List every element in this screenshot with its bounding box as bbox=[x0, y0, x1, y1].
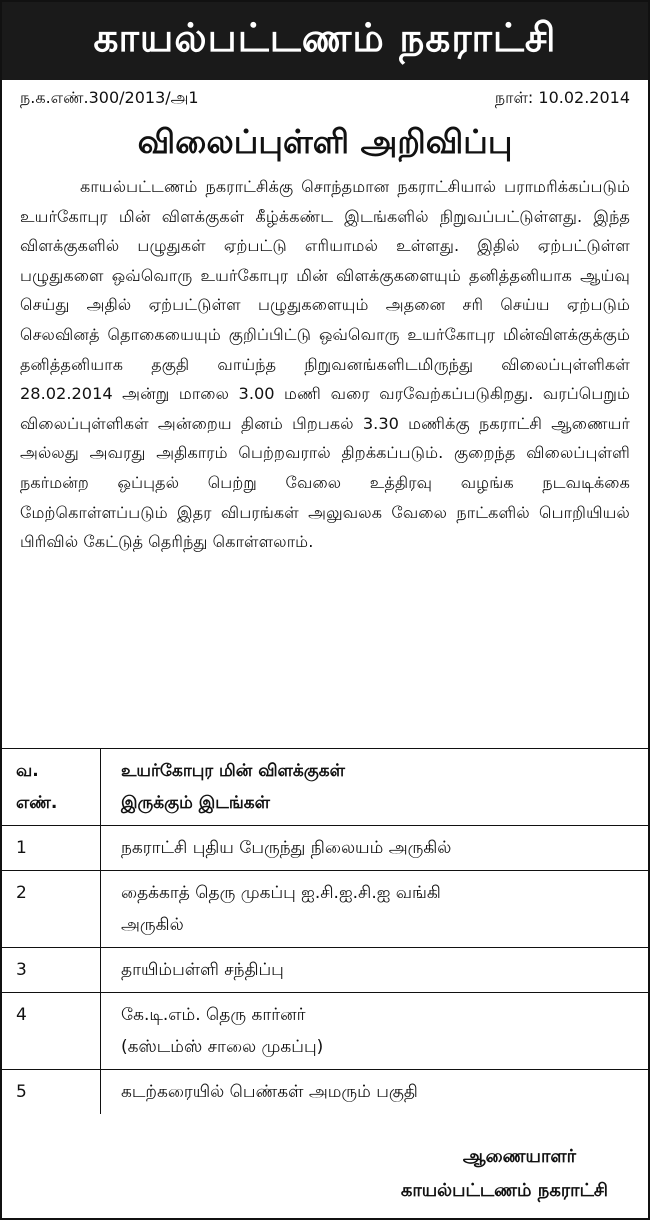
row-location-line1: நகராட்சி புதிய பேருந்து நிலையம் அருகில் bbox=[121, 838, 452, 858]
row-number: 3 bbox=[2, 948, 101, 993]
location-column-header bbox=[101, 749, 649, 826]
row-location bbox=[101, 826, 649, 871]
row-location-line2: (கஸ்டம்ஸ் சாலை முகப்பு) bbox=[121, 1037, 324, 1057]
location-header-line2: இருக்கும் இடங்கள் bbox=[121, 793, 270, 813]
notice-date: நாள்: 10.02.2014 bbox=[494, 87, 630, 107]
row-location-line2: அருகில் bbox=[121, 915, 184, 935]
signatory-organization: காயல்பட்டணம் நகராட்சி bbox=[400, 1180, 608, 1201]
table-row bbox=[2, 826, 648, 871]
row-location bbox=[101, 1070, 649, 1115]
location-header-line1: உயர்கோபுர மின் விளக்குகள் bbox=[121, 761, 345, 781]
serial-header-line2: எண். bbox=[16, 793, 58, 813]
row-location bbox=[101, 948, 649, 993]
masthead: காயல்பட்டணம் நகராட்சி bbox=[2, 2, 648, 80]
notice-body: காயல்பட்டணம் நகராட்சிக்கு சொந்தமான நகராட்சியால் பராமரிக்கப்படும் உயர்கோபுர மின் விளக்குகள் கீழ்க்கண்ட இடங்களில் நிறுவப்பட்டுள்ளது. இந்த விளக்குகளில் பழுதுகள் ஏற்பட்டு எரியாமல் உள்ளது. இதில் ஏற்பட்டுள்ள பழுதுகளை ஒவ்வொரு உயர்கோபுர மின் விளக்குகளையும் தனித்தனியாக ஆய்வு செய்து அதில் ஏற்பட்டுள்ள பழுதுகளையும் அதனை சரி செய்ய ஏற்படும் செலவினத் தொகையையும் குறிப்பிட்டு ஒவ்வொரு உயர்கோபுர மின்விளக்குக்கும் தனித்தனியாக தகுதி வாய்ந்த நிறுவனங்களிடமிருந்து விலைப்புள்ளிகள் 28.02.2014 அன்று மாலை 3.00 மணி வரை வரவேற்கப்படுகிறது. வரப்பெறும் விலைப்புள்ளிகள் அன்றைய தினம் பிறபகல் 3.30 மணிக்கு நகராட்சி ஆணையர் அல்லது அவரது அதிகாரம் பெற்றவரால் திறக்கப்படும். குறைந்த விலைப்புள்ளி நகர்மன்ற ஒப்புதல் பெற்று வேலை உத்திரவு வழங்க நடவடிக்கை மேற்கொள்ளப்படும் இதர விபரங்கள் அலுவலக வேலை நாட்களில் பொறியியல் பிரிவில் கேட்டுத் தெரிந்து கொள்ளலாம். bbox=[20, 177, 630, 552]
reference-number: ந.க.எண்.300/2013/அ1 bbox=[20, 87, 199, 107]
row-location bbox=[101, 871, 649, 948]
row-location-line1: கடற்கரையில் பெண்கள் அமரும் பகுதி bbox=[121, 1082, 418, 1102]
serial-header-line1: வ. bbox=[16, 761, 39, 781]
signature-block bbox=[401, 1140, 608, 1208]
row-location bbox=[101, 993, 649, 1070]
reference-line bbox=[2, 80, 648, 116]
notice-title: விலைப்புள்ளி அறிவிப்பு bbox=[137, 122, 513, 161]
row-number: 4 bbox=[2, 993, 101, 1070]
locations-table bbox=[2, 748, 648, 1114]
table-row bbox=[2, 871, 648, 948]
row-location-line1: தாயிம்பள்ளி சந்திப்பு bbox=[121, 960, 284, 980]
row-location-line1: தைக்காத் தெரு முகப்பு ஐ.சி.ஐ.சி.ஐ வங்கி bbox=[121, 883, 441, 903]
row-number: 5 bbox=[2, 1070, 101, 1115]
table-row bbox=[2, 948, 648, 993]
table-row bbox=[2, 993, 648, 1070]
table-header-row bbox=[2, 749, 648, 826]
serial-column-header bbox=[2, 749, 101, 826]
row-number: 2 bbox=[2, 871, 101, 948]
signatory-role: ஆணையாளர் bbox=[462, 1146, 576, 1167]
row-location-line1: கே.டி.எம். தெரு கார்னர் bbox=[121, 1005, 306, 1025]
table-row bbox=[2, 1070, 648, 1115]
row-number: 1 bbox=[2, 826, 101, 871]
